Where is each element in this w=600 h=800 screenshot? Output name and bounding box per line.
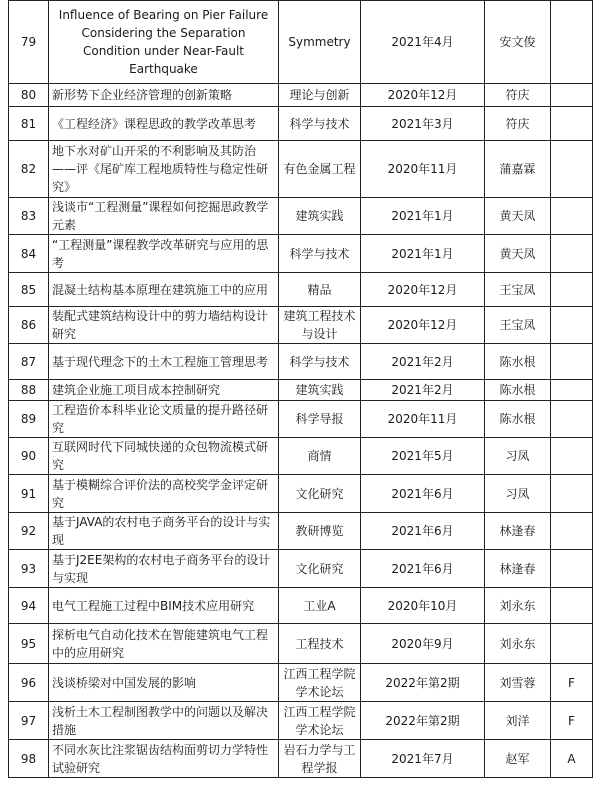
journal-name: 建筑工程技术与设计 [279, 307, 361, 344]
publish-date: 2021年4月 [361, 1, 485, 84]
paper-title: “工程测量”课程教学改革研究与应用的思考 [49, 235, 279, 273]
table-row [9, 198, 593, 235]
publish-date: 2021年6月 [361, 550, 485, 588]
table-row [9, 273, 593, 307]
grade-cell [551, 588, 593, 624]
paper-title: 基于J2EE架构的农村电子商务平台的设计与实现 [49, 550, 279, 588]
journal-name: 文化研究 [279, 475, 361, 513]
journal-name: 科学与技术 [279, 107, 361, 141]
author-name: 蒲嘉霖 [485, 141, 551, 198]
table-row [9, 235, 593, 273]
publish-date: 2021年6月 [361, 513, 485, 550]
table-row [9, 438, 593, 475]
grade-cell [551, 513, 593, 550]
journal-name: 商情 [279, 438, 361, 475]
grade-cell: F [551, 664, 593, 702]
grade-cell [551, 438, 593, 475]
table-row [9, 550, 593, 588]
author-name: 林逢春 [485, 550, 551, 588]
row-number: 92 [9, 513, 49, 550]
row-number: 91 [9, 475, 49, 513]
paper-title: 探析电气自动化技术在智能建筑电气工程中的应用研究 [49, 624, 279, 664]
grade-cell [551, 307, 593, 344]
paper-title: 基于现代理念下的土木工程施工管理思考 [49, 344, 279, 380]
row-number: 80 [9, 84, 49, 107]
publish-date: 2021年5月 [361, 438, 485, 475]
grade-cell [551, 273, 593, 307]
author-name: 王宝凤 [485, 273, 551, 307]
publish-date: 2020年10月 [361, 588, 485, 624]
author-name: 安文俊 [485, 1, 551, 84]
row-number: 82 [9, 141, 49, 198]
publish-date: 2022年第2期 [361, 664, 485, 702]
publication-table-body [9, 1, 593, 778]
row-number: 85 [9, 273, 49, 307]
grade-cell [551, 550, 593, 588]
journal-name: 教研博览 [279, 513, 361, 550]
table-row [9, 740, 593, 778]
publish-date: 2021年6月 [361, 475, 485, 513]
paper-title: 装配式建筑结构设计中的剪力墙结构设计研究 [49, 307, 279, 344]
row-number: 84 [9, 235, 49, 273]
author-name: 刘永东 [485, 588, 551, 624]
publish-date: 2022年第2期 [361, 702, 485, 740]
grade-cell [551, 380, 593, 401]
author-name: 刘洋 [485, 702, 551, 740]
author-name: 陈水根 [485, 401, 551, 438]
author-name: 符庆 [485, 107, 551, 141]
grade-cell [551, 235, 593, 273]
table-row [9, 380, 593, 401]
grade-cell [551, 401, 593, 438]
table-row [9, 702, 593, 740]
row-number: 88 [9, 380, 49, 401]
journal-name: 文化研究 [279, 550, 361, 588]
paper-title: 电气工程施工过程中BIM技术应用研究 [49, 588, 279, 624]
row-number: 96 [9, 664, 49, 702]
paper-title: 混凝土结构基本原理在建筑施工中的应用 [49, 273, 279, 307]
paper-title: 基于JAVA的农村电子商务平台的设计与实现 [49, 513, 279, 550]
table-row [9, 84, 593, 107]
author-name: 赵军 [485, 740, 551, 778]
paper-title: Influence of Bearing on Pier Failure Considering the Separation Condition under Near-Fault Earthquake [49, 1, 279, 84]
author-name: 习凤 [485, 438, 551, 475]
journal-name: 科学与技术 [279, 235, 361, 273]
grade-cell [551, 475, 593, 513]
publish-date: 2020年9月 [361, 624, 485, 664]
table-row [9, 344, 593, 380]
journal-name: 工程技术 [279, 624, 361, 664]
publish-date: 2021年2月 [361, 344, 485, 380]
table-row [9, 307, 593, 344]
journal-name: 建筑实践 [279, 198, 361, 235]
journal-name: 江西工程学院学术论坛 [279, 664, 361, 702]
row-number: 79 [9, 1, 49, 84]
journal-name: 科学导报 [279, 401, 361, 438]
journal-name: 岩石力学与工程学报 [279, 740, 361, 778]
paper-title: 建筑企业施工项目成本控制研究 [49, 380, 279, 401]
journal-name: Symmetry [279, 1, 361, 84]
paper-title: 互联网时代下同城快递的众包物流模式研究 [49, 438, 279, 475]
row-number: 86 [9, 307, 49, 344]
journal-name: 精品 [279, 273, 361, 307]
grade-cell [551, 1, 593, 84]
row-number: 98 [9, 740, 49, 778]
table-row [9, 107, 593, 141]
grade-cell [551, 84, 593, 107]
row-number: 97 [9, 702, 49, 740]
paper-title: 浅谈市“工程测量”课程如何挖掘思政教学元素 [49, 198, 279, 235]
row-number: 81 [9, 107, 49, 141]
table-row [9, 588, 593, 624]
author-name: 习凤 [485, 475, 551, 513]
row-number: 90 [9, 438, 49, 475]
row-number: 87 [9, 344, 49, 380]
paper-title: 基于模糊综合评价法的高校奖学金评定研究 [49, 475, 279, 513]
paper-title: 《工程经济》课程思政的教学改革思考 [49, 107, 279, 141]
publication-table [8, 0, 593, 778]
author-name: 符庆 [485, 84, 551, 107]
author-name: 黄天凤 [485, 198, 551, 235]
paper-title: 新形势下企业经济管理的创新策略 [49, 84, 279, 107]
publish-date: 2020年12月 [361, 307, 485, 344]
table-row [9, 141, 593, 198]
paper-title: 地下水对矿山开采的不利影响及其防治——评《尾矿库工程地质特性与稳定性研究》 [49, 141, 279, 198]
journal-name: 江西工程学院学术论坛 [279, 702, 361, 740]
paper-title: 不同水灰比注浆锯齿结构面剪切力学特性试验研究 [49, 740, 279, 778]
grade-cell: F [551, 702, 593, 740]
journal-name: 建筑实践 [279, 380, 361, 401]
table-row [9, 475, 593, 513]
table-row [9, 664, 593, 702]
grade-cell [551, 198, 593, 235]
grade-cell: A [551, 740, 593, 778]
row-number: 94 [9, 588, 49, 624]
author-name: 刘永东 [485, 624, 551, 664]
author-name: 林逢春 [485, 513, 551, 550]
grade-cell [551, 624, 593, 664]
publish-date: 2021年3月 [361, 107, 485, 141]
journal-name: 工业A [279, 588, 361, 624]
paper-title: 浅谈桥梁对中国发展的影响 [49, 664, 279, 702]
author-name: 王宝凤 [485, 307, 551, 344]
grade-cell [551, 344, 593, 380]
publish-date: 2020年11月 [361, 401, 485, 438]
table-row [9, 401, 593, 438]
row-number: 93 [9, 550, 49, 588]
paper-title: 浅析土木工程制图教学中的问题以及解决措施 [49, 702, 279, 740]
publish-date: 2020年12月 [361, 273, 485, 307]
grade-cell [551, 141, 593, 198]
publish-date: 2020年11月 [361, 141, 485, 198]
author-name: 刘雪蓉 [485, 664, 551, 702]
publish-date: 2021年1月 [361, 235, 485, 273]
publish-date: 2021年1月 [361, 198, 485, 235]
table-row [9, 1, 593, 84]
journal-name: 理论与创新 [279, 84, 361, 107]
journal-name: 科学与技术 [279, 344, 361, 380]
row-number: 95 [9, 624, 49, 664]
table-row [9, 513, 593, 550]
author-name: 陈水根 [485, 380, 551, 401]
author-name: 黄天凤 [485, 235, 551, 273]
author-name: 陈水根 [485, 344, 551, 380]
table-row [9, 624, 593, 664]
publish-date: 2021年7月 [361, 740, 485, 778]
publish-date: 2021年2月 [361, 380, 485, 401]
journal-name: 有色金属工程 [279, 141, 361, 198]
grade-cell [551, 107, 593, 141]
row-number: 83 [9, 198, 49, 235]
row-number: 89 [9, 401, 49, 438]
paper-title: 工程造价本科毕业论文质量的提升路径研究 [49, 401, 279, 438]
publish-date: 2020年12月 [361, 84, 485, 107]
